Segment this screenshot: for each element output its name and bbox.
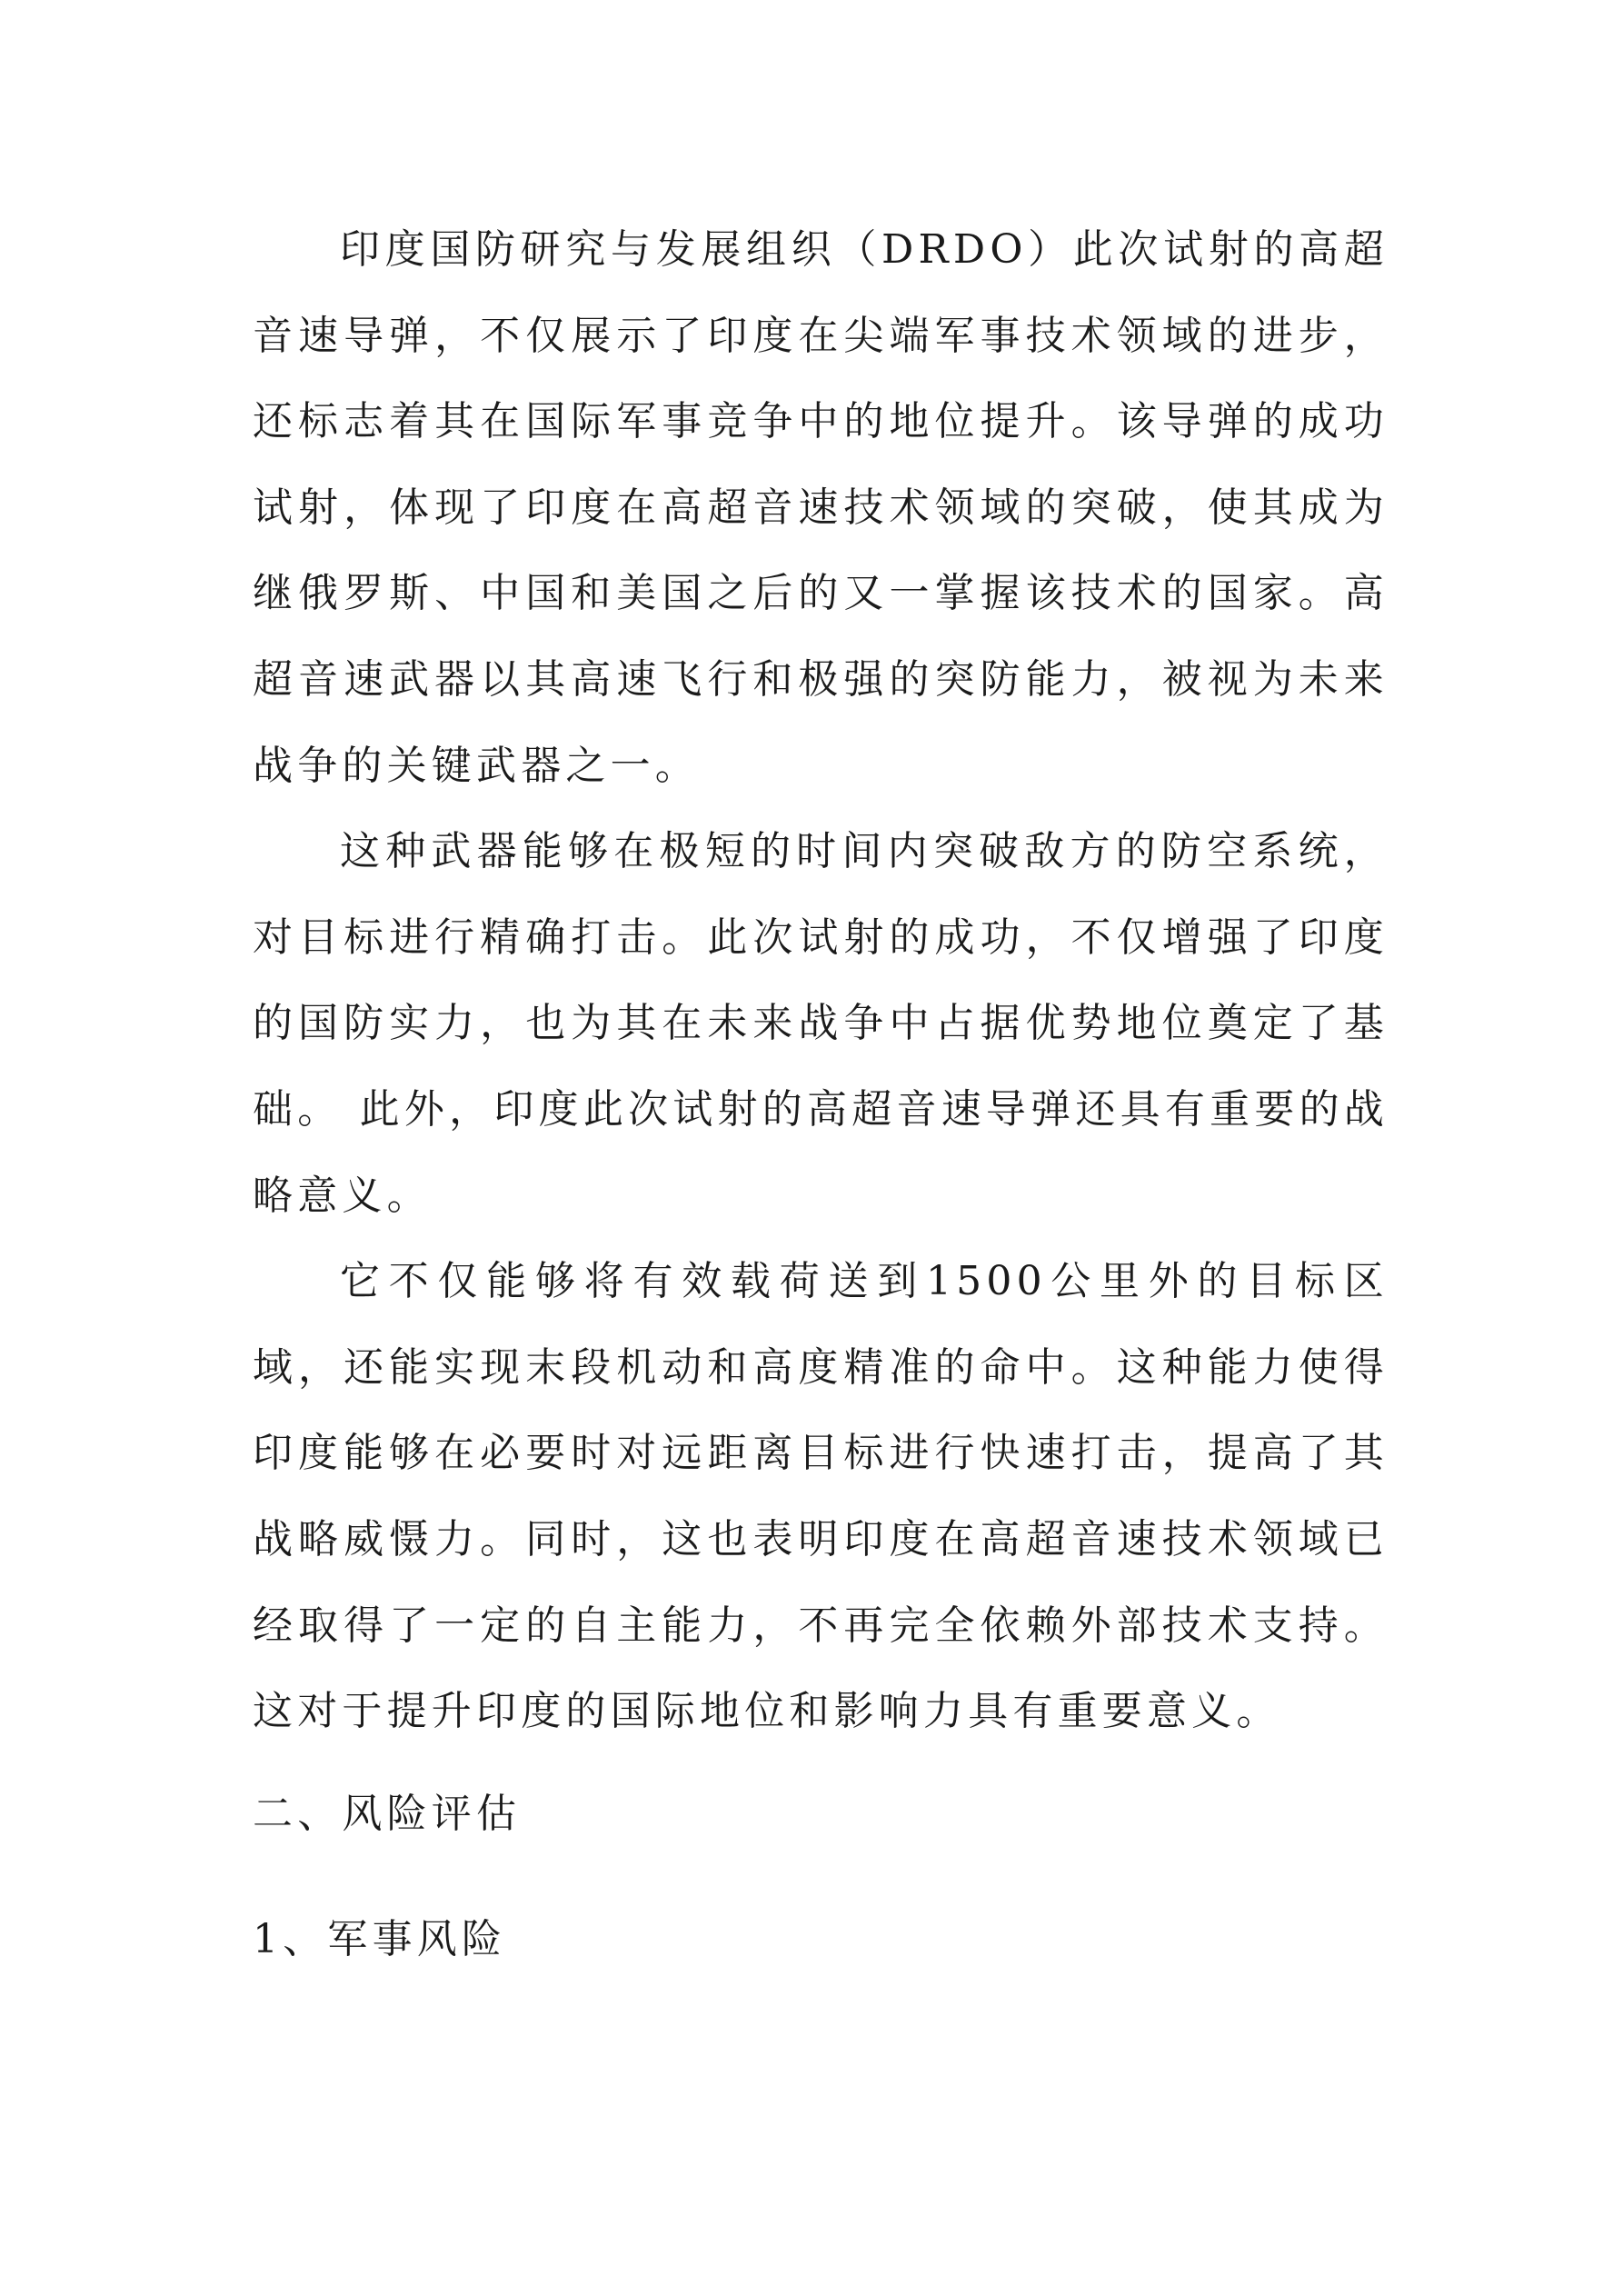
section-heading: 二、风险评估 [253, 1791, 522, 1837]
paragraph-3: 它不仅能够将有效载荷送到1500公里外的目标区域，还能实现末段机动和高度精准的命中。这种能力使得印度能够在必要时对远距离目标进行快速打击，提高了其战略威慑力。同时，这也表明印度在高超音速技术领域已经取得了一定的自主能力，不再完全依赖外部技术支持。这对于提升印度的国际地位和影响力具有重要意义。 [253, 1258, 1389, 1735]
paragraph-2: 这种武器能够在极短的时间内突破敌方的防空系统，对目标进行精确打击。此次试射的成功，不仅增强了印度的国防实力，也为其在未来战争中占据优势地位奠定了基础。 此外，印度此次试射的高超音速导弹还具有重要的战略意义。 [253, 828, 1389, 1219]
subsection-heading: 1、军事风险 [253, 1916, 507, 1962]
paragraph-1: 印度国防研究与发展组织（DRDO）此次试射的高超音速导弹，不仅展示了印度在尖端军事技术领域的进步，还标志着其在国际军事竞争中的地位提升。该导弹的成功试射，体现了印度在高超音速技术领域的突破，使其成为继俄罗斯、中国和美国之后的又一掌握该技术的国家。高超音速武器以其高速飞行和极强的突防能力，被视为未来战争的关键武器之一。 [253, 226, 1389, 789]
document-body [253, 207, 1389, 1755]
